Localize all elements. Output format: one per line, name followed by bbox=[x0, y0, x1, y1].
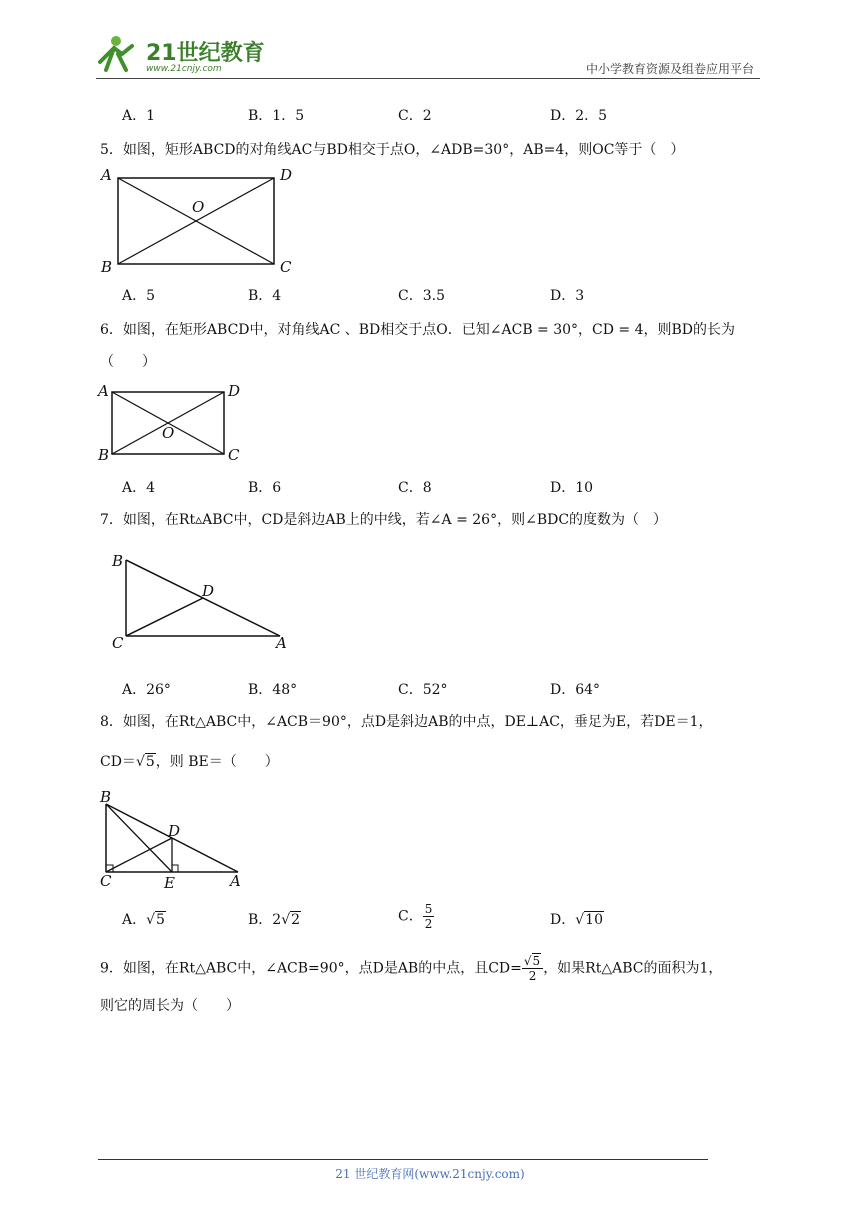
q5-option-d: D．3 bbox=[550, 288, 585, 304]
q8-cd-sqrt: √5 bbox=[135, 754, 155, 770]
q6-option-a: A．4 bbox=[122, 480, 156, 496]
q7-label-d: D bbox=[202, 582, 215, 600]
q4-option-c: C．2 bbox=[398, 108, 432, 124]
q5-option-c: C．3.5 bbox=[398, 288, 445, 304]
q6-option-b: B．6 bbox=[248, 480, 282, 496]
q5-label-b: B bbox=[101, 258, 113, 276]
q4-option-d: D．2．5 bbox=[550, 108, 608, 124]
q7-label-c: C bbox=[112, 634, 124, 652]
q8-text: 8．如图，在Rt△ABC中，∠ACB＝90°，点D是斜边AB的中点，DE⊥AC，垂足为E，若DE＝1， bbox=[100, 714, 713, 730]
footer-divider bbox=[98, 1159, 708, 1160]
q6-label-b: B bbox=[98, 446, 110, 464]
q8-label-d: D bbox=[168, 822, 181, 840]
q4-option-a: A．1 bbox=[122, 108, 156, 124]
q8-be-question: ，则 BE＝（ ） bbox=[155, 754, 279, 770]
q6-label-a: A bbox=[98, 382, 109, 400]
q8-option-b: B．2√2 bbox=[248, 912, 301, 928]
q8-label-b: B bbox=[100, 788, 112, 806]
footer-site-link[interactable]: 21 世纪教育网(www.21cnjy.com) bbox=[335, 1167, 525, 1181]
q7-text: 7．如图，在Rt▵ABC中，CD是斜边AB上的中线，若∠A = 26°，则∠BDC的度数为（ ） bbox=[100, 512, 668, 528]
q5-label-c: C bbox=[280, 258, 292, 276]
q8-label-e: E bbox=[164, 874, 175, 892]
site-name: 中小学教育资源及组卷应用平台 bbox=[585, 62, 754, 76]
header-divider bbox=[96, 78, 760, 79]
q8-option-c: C． $\frac{5}{2}$ bbox=[398, 902, 433, 931]
q4-option-b: B．1．5 bbox=[248, 108, 305, 124]
q7-option-d: D．64° bbox=[550, 682, 601, 698]
q5-rectangle-figure bbox=[96, 164, 306, 278]
q8-text-cont bbox=[100, 752, 279, 772]
q8-cd-label: CD＝ bbox=[100, 754, 136, 770]
q6-label-c: C bbox=[228, 446, 240, 464]
q5-option-a: A．5 bbox=[122, 288, 156, 304]
runner-logo-icon bbox=[100, 36, 132, 70]
q9-cd-fraction: $\frac{√5}{2}$ bbox=[522, 954, 543, 983]
logo-url: www.21cnjy.com bbox=[146, 64, 222, 74]
q8-label-a: A bbox=[230, 872, 241, 890]
q5-option-b: B．4 bbox=[248, 288, 282, 304]
q5-text: 5．如图，矩形ABCD的对角线AC与BD相交于点O，∠ADB=30°，AB=4，则OC等于（ ） bbox=[100, 142, 685, 158]
q5-label-a: A bbox=[101, 166, 112, 184]
q7-triangle-figure bbox=[104, 548, 300, 656]
q5-label-o: O bbox=[192, 198, 205, 216]
q7-option-a: A．26° bbox=[122, 682, 171, 698]
q8-option-d: D．√10 bbox=[550, 912, 603, 928]
q6-option-c: C．8 bbox=[398, 480, 432, 496]
q9-text-cont: 则它的周长为（ ） bbox=[100, 998, 240, 1014]
logo-text: 21世纪教育 bbox=[146, 41, 265, 66]
q6-rectangle-figure bbox=[96, 380, 256, 466]
q6-label-o: O bbox=[162, 424, 175, 442]
q6-text: 6．如图，在矩形ABCD中，对角线AC 、BD相交于点O．已知∠ACB = 30°，CD = 4，则BD的长为 bbox=[100, 322, 736, 338]
q6-text-cont: （ ） bbox=[100, 354, 156, 370]
q7-option-c: C．52° bbox=[398, 682, 448, 698]
q6-label-d: D bbox=[228, 382, 241, 400]
q7-label-a: A bbox=[276, 634, 287, 652]
q7-option-b: B．48° bbox=[248, 682, 298, 698]
q9-text: 9．如图，在Rt△ABC中，∠ACB=90°，点D是AB的中点，且CD= $\frac{√5}{2}$ ，如果Rt△ABC的面积为1， bbox=[100, 954, 723, 983]
q8-label-c: C bbox=[100, 872, 112, 890]
q8-option-a: A．√5 bbox=[122, 912, 165, 928]
q5-label-d: D bbox=[280, 166, 293, 184]
q7-label-b: B bbox=[112, 552, 124, 570]
q8-triangle-figure bbox=[96, 784, 256, 892]
q6-option-d: D．10 bbox=[550, 480, 594, 496]
